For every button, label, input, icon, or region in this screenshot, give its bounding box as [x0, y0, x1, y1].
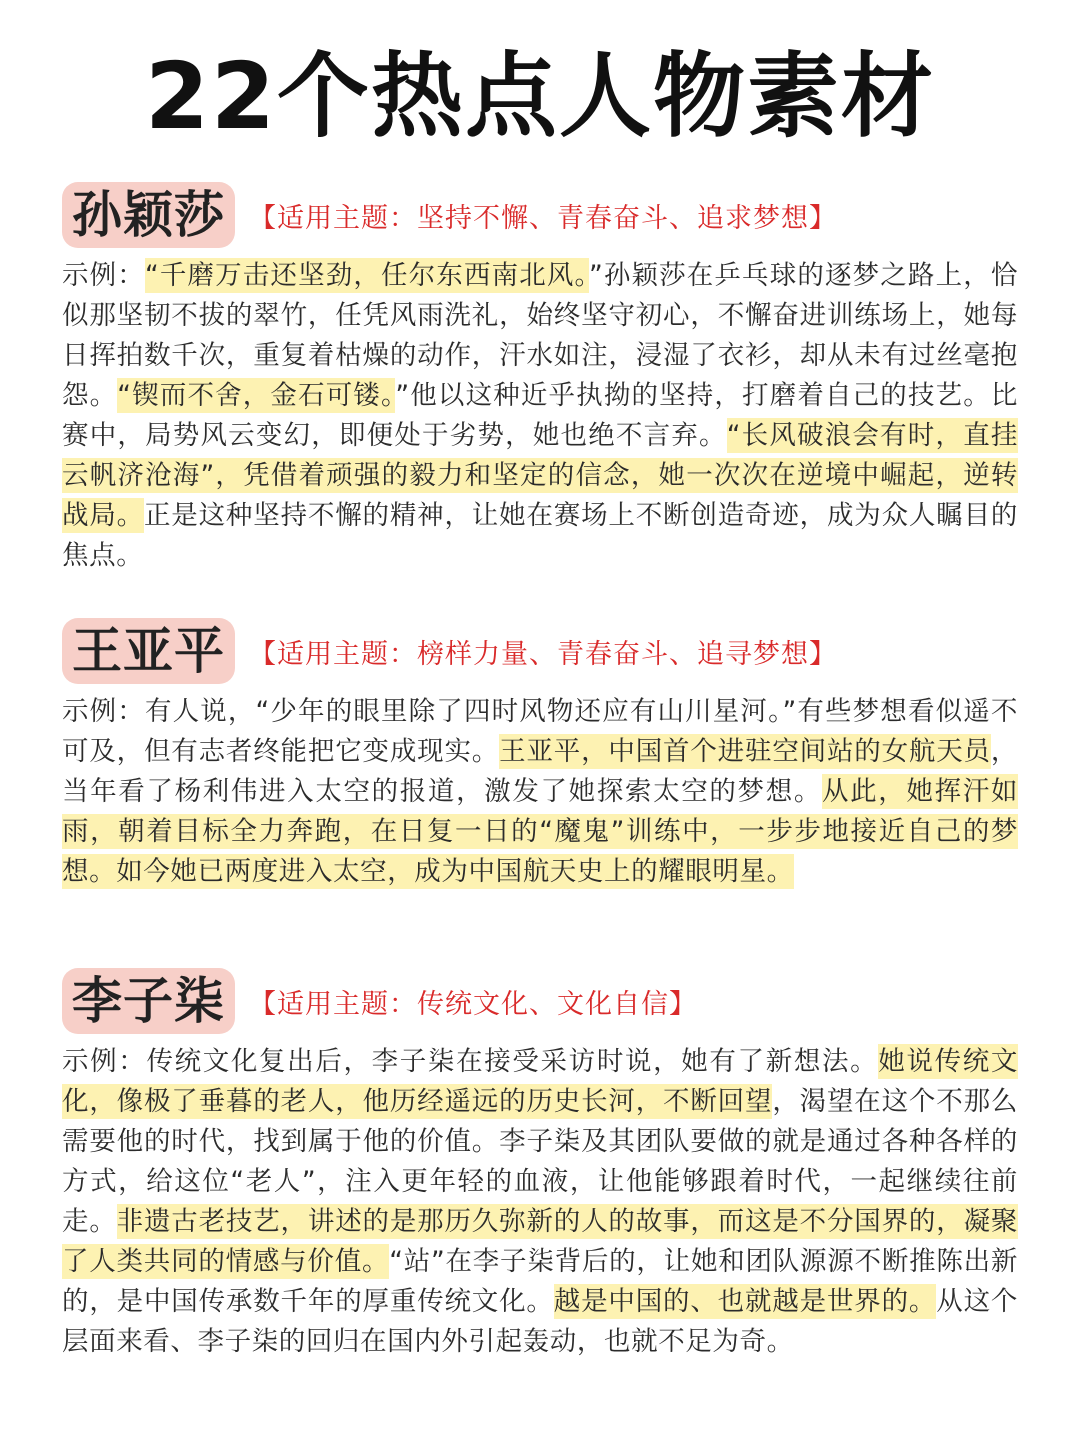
section-header: [62, 966, 1018, 1036]
person-name-tag: 孙颖莎: [62, 182, 235, 248]
theme-label: 【适用主题：榜样力量、青春奋斗、追寻梦想】: [249, 638, 837, 670]
text-segment: 示例：传统文化复出后，李子柒在接受采访时说，她有了新想法。: [62, 1046, 879, 1077]
section-li-ziqi: [62, 966, 1018, 1362]
text-segment: 示例：: [62, 260, 145, 291]
highlighted-quote: “锲而不舍，金石可镂。: [117, 380, 396, 411]
highlighted-quote: “长风破浪会有时，直挂云帆济沧海”，凭借着顽强的毅力和坚定的信念，她一次次在逆境中崛起，逆转战局。: [62, 420, 1018, 531]
section-header: [62, 180, 1018, 250]
theme-label: 【适用主题：传统文化、文化自信】: [249, 988, 697, 1020]
highlighted-text: 越是中国的、也就越是世界的。: [553, 1286, 937, 1317]
theme-label: 【适用主题：坚持不懈、青春奋斗、追求梦想】: [249, 202, 837, 234]
person-name-tag: 王亚平: [62, 618, 235, 684]
section-wang-yaping: [62, 616, 1018, 892]
page-title: 22个热点人物素材: [144, 43, 936, 150]
person-name-tag: 李子柒: [62, 968, 235, 1034]
section-sun-yingsha: [62, 180, 1018, 576]
text-segment: 从这个层面来看、李子柒的回归在国内外引起轰动，也就不足为奇。: [62, 1286, 1018, 1357]
text-segment: ，渴望在这个不那么需要他的时代，找到属于他的价值。李子柒及其团队要做的就是通过各种各样的方式，给这位“老人”，注入更年轻的血液，让他能够跟着时代，一起继续往前走。: [62, 1086, 1018, 1237]
text-segment: ，当年看了杨利伟进入太空的报道，激发了她探索太空的梦想。: [62, 736, 1018, 807]
highlighted-text: 从此，她挥汗如雨，朝着目标全力奔跑，在日复一日的“魔鬼”训练中，一步步地接近自己的梦想。如今她已两度进入太空，成为中国航天史上的耀眼明星。: [62, 776, 1019, 887]
text-segment: “站”在李子柒背后的，让她和团队源源不断推陈出新的，是中国传承数千年的厚重传统文化。: [62, 1246, 1019, 1317]
highlighted-text: 她说传统文化，像极了垂暮的老人，他历经遥远的历史长河，不断回望: [62, 1046, 1019, 1117]
text-segment: ”他以这种近乎执拗的坚持，打磨着自己的技艺。比赛中，局势风云变幻，即便处于劣势，她也绝不言弃。: [62, 380, 1018, 451]
highlighted-text: 王亚平，中国首个进驻空间站的女航天员: [499, 736, 991, 767]
text-segment: 示例：有人说，“少年的眼里除了四时风物还应有山川星河。”有些梦想看似遥不可及，但有志者终能把它变成现实。: [62, 696, 1018, 767]
text-segment: ”孙颖莎在乒乓球的逐梦之路上，恰似那坚韧不拔的翠竹，任凭风雨洗礼，始终坚守初心，不懈奋进训练场上，她每日挥拍数千次，重复着枯燥的动作，汗水如注，浸湿了衣衫，却从未有过丝毫抱怨。: [62, 260, 1018, 411]
example-paragraph: [62, 1042, 1018, 1362]
highlighted-quote: “千磨万击还坚劲，任尔东西南北风。: [144, 260, 589, 291]
text-segment: 正是这种坚持不懈的精神，让她在赛场上不断创造奇迹，成为众人瞩目的焦点。: [62, 500, 1018, 571]
section-header: [62, 616, 1018, 686]
highlighted-text: 非遗古老技艺，讲述的是那历久弥新的人的故事，而这是不分国界的，凝聚了人类共同的情感与价值。: [62, 1206, 1018, 1277]
example-paragraph: [62, 692, 1018, 892]
example-paragraph: [62, 256, 1018, 576]
